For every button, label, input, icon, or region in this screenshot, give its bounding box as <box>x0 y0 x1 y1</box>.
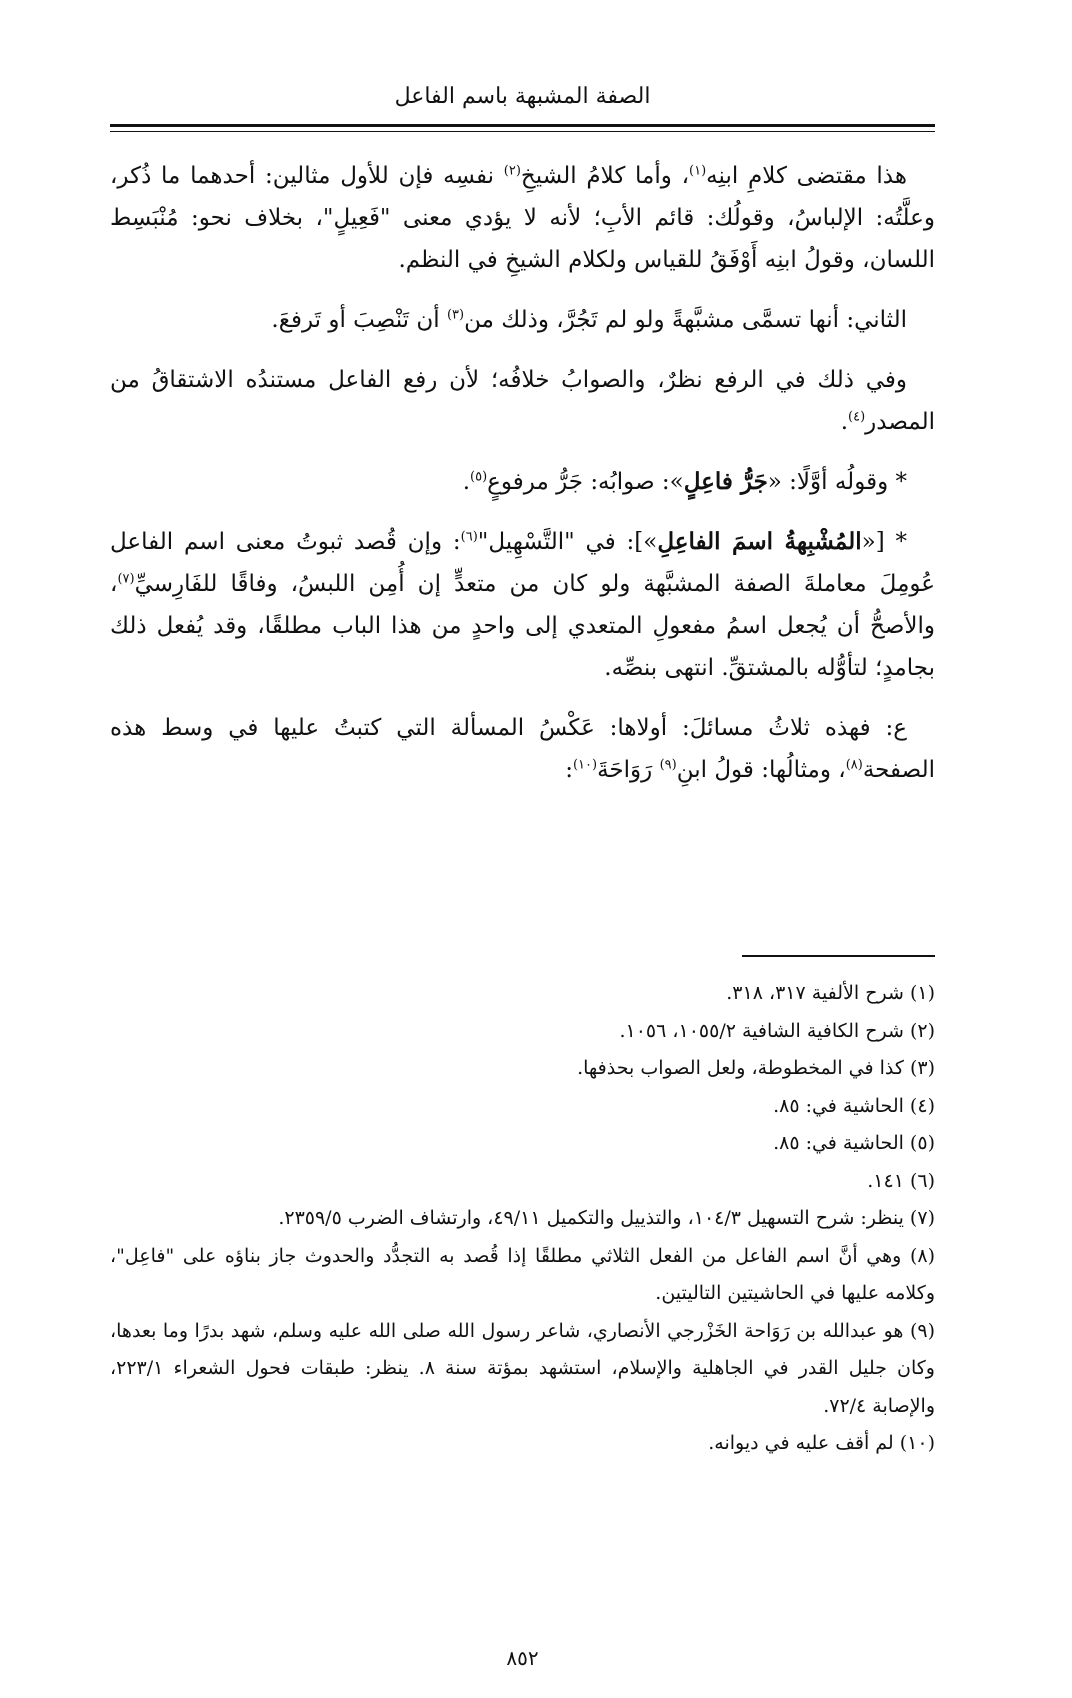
paragraph-2: الثاني: أنها تسمَّى مشبَّهةً ولو لم تَجُرَّ، وذلك من$^{(٣)}$ أن تَنْصِبَ أو تَرفعَ. <box>271 307 907 333</box>
paragraph-4: * وقولُه أوَّلًا: «جَرُّ فاعِلٍ»: صوابُه: جَرُّ مرفوعٍ$^{(٥)}$. <box>462 468 907 495</box>
header-rule-thin <box>110 131 935 132</box>
footnote-6: (٦) ١٤١. <box>867 1169 935 1192</box>
paragraph-6: ع: فهذه ثلاثُ مسائلَ: أولاها: عَكْسُ المسألة التي كتبتُ عليها في وسط هذه الصفحة$^{(٨)}$، ومثالُها: قولُ ابنِ$^{(٩)}$ رَوَاحَةَ$^{(١٠)}$: <box>110 715 935 783</box>
main-text <box>110 155 935 809</box>
footnote-5: (٥) الحاشية في: ٨٥. <box>773 1132 935 1154</box>
footnote-1: (١) شرح الألفية ٣١٧، ٣١٨. <box>726 982 935 1004</box>
footnote-10: (١٠) لم أقف عليه في ديوانه. <box>708 1432 935 1454</box>
footnote-separator <box>742 955 935 957</box>
footnote-3: (٣) كذا في المخطوطة، ولعل الصواب بحذفها. <box>577 1057 935 1079</box>
running-header: الصفة المشبهة باسم الفاعل <box>394 84 651 109</box>
paragraph-3: وفي ذلك في الرفع نظرٌ، والصوابُ خلافُه؛ لأن رفع الفاعل مستندُه الاشتقاقُ من المصدر$^{(٤)}$. <box>110 367 935 435</box>
quoted-term-bold: جَرُّ فاعِلٍ <box>683 468 768 495</box>
footnote-ref-7: (٧) <box>117 571 135 587</box>
footnote-ref-1: (١) <box>689 163 707 179</box>
footnote-ref-6: (٦) <box>460 529 478 545</box>
footnote-7: (٧) ينظر: شرح التسهيل ١٠٤/٣، والتذييل والتكميل ٤٩/١١، وارتشاف الضرب ٢٣٥٩/٥. <box>278 1207 935 1229</box>
footnote-2: (٢) شرح الكافية الشافية ١٠٥٥/٢، ١٠٥٦. <box>619 1019 935 1042</box>
footnote-ref-3: (٣) <box>446 307 465 323</box>
footnote-ref-9: (٩) <box>659 757 677 773</box>
footnote-ref-4: (٤) <box>848 409 866 425</box>
footnote-9: (٩) هو عبدالله بن رَوَاحة الخَزْرجي الأنصاري، شاعر رسول الله صلى الله عليه وسلم، شهد بدرًا وما بعدها، وكان جليل القدر في الجاهلية والإسلام، استشهد بمؤتة سنة ٨. ينظر: طبقات فحول الشعراء ٢٢٣/١، والإصابة ٧٢/٤. <box>110 1319 935 1417</box>
footnote-ref-10: (١٠) <box>572 757 598 773</box>
header-rule-thick <box>110 124 935 127</box>
footnote-8: (٨) وهي أنَّ اسم الفاعل من الفعل الثلاثي مطلقًا إذا قُصد به التجدُّد والحدوث جاز بناؤه على "فاعِل"، وكلامه عليها في الحاشيتين التاليتين. <box>110 1244 935 1304</box>
page-number: ٨٥٢ <box>506 1646 539 1670</box>
footnote-ref-5: (٥) <box>470 469 488 485</box>
paragraph-5: * [«المُشْبِهةُ اسمَ الفاعِلِ»]: في "التَّسْهِيل"$^{(٦)}$: وإن قُصد ثبوتُ معنى اسم الفاعل عُومِلَ معاملةَ الصفة المشبَّهة ولو كان من متعدٍّ إن أُمِن اللبسُ، وفاقًا للفَارِسيِّ$^{(٧)}$، والأصحُّ أن يُجعل اسمُ مفعولِ المتعدي إلى واحدٍ من هذا الباب مطلقًا، وقد يُفعل ذلك بجامدٍ؛ لتأوُّله بالمشتقِّ. انتهى بنصِّه. <box>110 528 935 681</box>
paragraph-1: هذا مقتضى كلامِ ابنِه$^{(١)}$، وأما كلامُ الشيخِ$^{(٢)}$ نفسِه فإن للأول مثالين: أحدهما ما ذُكر، وعلَّتُه: الإلباسُ، وقولُك: قائم الأبِ؛ لأنه لا يؤدي معنى "فَعِيلٍ"، بخلاف نحو: مُنْبَسِط اللسان، وقولُ ابنِه أَوْفَقُ للقياس ولكلام الشيخِ في النظم. <box>110 163 935 273</box>
footnotes <box>110 975 935 1463</box>
quoted-term-bold: المُشْبِهةُ اسمَ الفاعِلِ <box>657 528 862 555</box>
footnote-ref-8: (٨) <box>845 757 863 773</box>
footnote-4: (٤) الحاشية في: ٨٥. <box>773 1094 935 1117</box>
footnote-ref-2: (٢) <box>503 163 521 179</box>
